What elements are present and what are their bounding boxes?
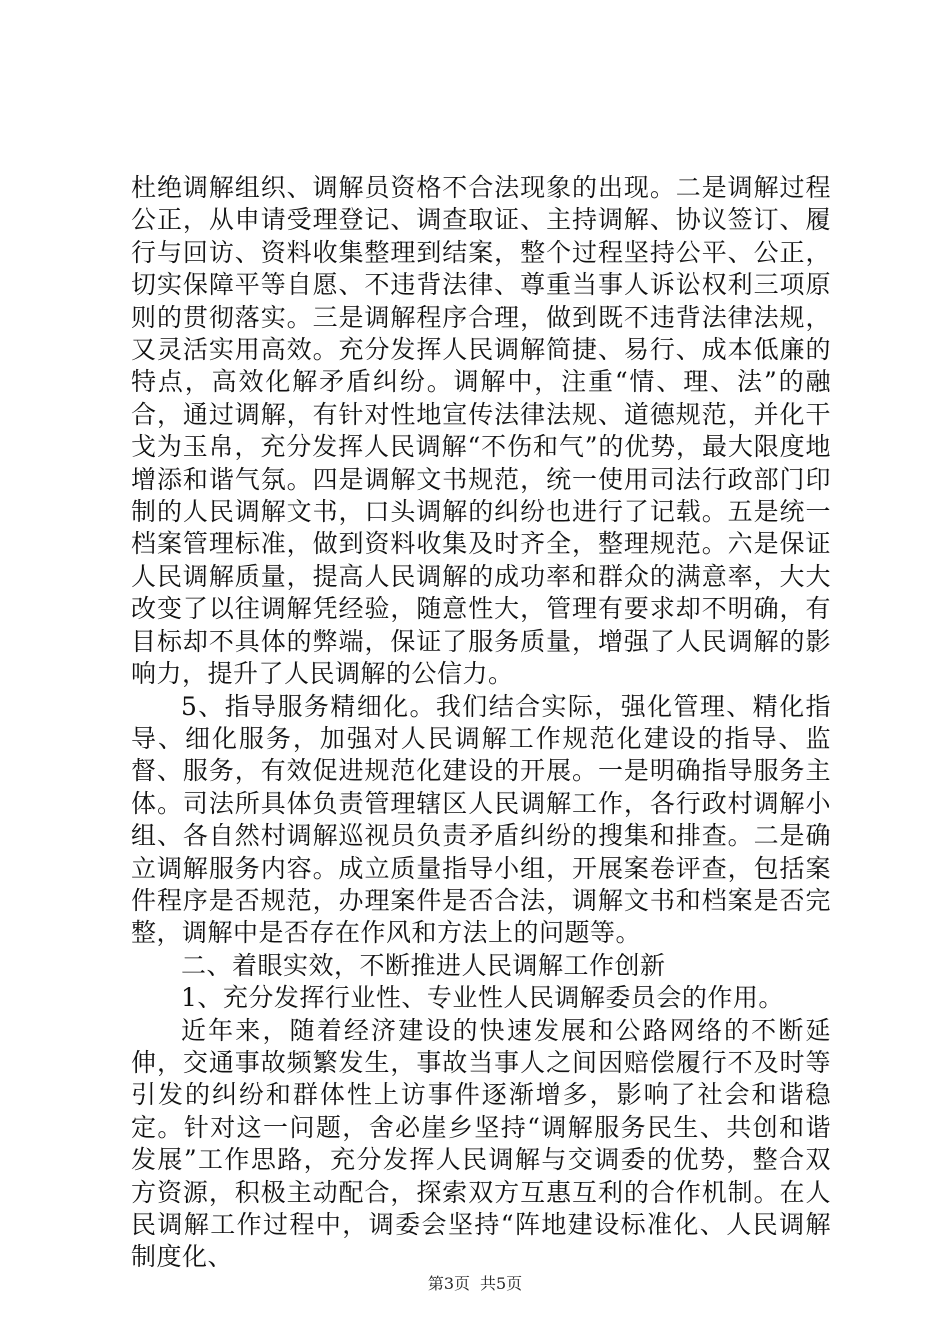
subsection-heading: 1、充分发挥行业性、专业性人民调解委员会的作用。 (181, 983, 784, 1013)
document-body (131, 172, 831, 1274)
page-total: 共5页 (480, 1274, 523, 1293)
page-footer (0, 1271, 950, 1294)
page-number: 第3页 (427, 1274, 470, 1293)
section-heading: 二、着眼实效，不断推进人民调解工作创新 (181, 950, 666, 980)
paragraph-continuation: 杜绝调解组织、调解员资格不合法现象的出现。二是调解过程公正，从申请受理登记、调查取证、主持调解、协议签订、履行与回访、资料收集整理到结案，整个过程坚持公平、公正，切实保障平等自愿、不违背法律、尊重当事人诉讼权利三项原则的贯彻落实。三是调解程序合理，做到既不违背法律法规，又灵活实用高效。充分发挥人民调解简捷、易行、成本低廉的特点，高效化解矛盾纠纷。调解中，注重“情、理、法”的融合，通过调解，有针对性地宣传法律法规、道德规范，并化干戈为玉帛，充分发挥人民调解“不伤和气”的优势，最大限度地增添和谐气氛。四是调解文书规范，统一使用司法行政部门印制的人民调解文书，口头调解的纠纷也进行了记载。五是统一档案管理标准，做到资料收集及时齐全，整理规范。六是保证人民调解质量，提高人民调解的成功率和群众的满意率，大大改变了以往调解凭经验，随意性大，管理有要求却不明确，有目标却不具体的弊端，保证了服务质量，增强了人民调解的影响力，提升了人民调解的公信力。 (131, 173, 831, 689)
paragraph-guidance-service: 5、指导服务精细化。我们结合实际，强化管理、精化指导、细化服务，加强对人民调解工作规范化建设的指导、监督、服务，有效促进规范化建设的开展。一是明确指导服务主体。司法所具体负责管理辖区人民调解工作，各行政村调解小组、各自然村调解巡视员负责矛盾纠纷的搜集和排查。二是确立调解服务内容。成立质量指导小组，开展案卷评查，包括案件程序是否规范，办理案件是否合法，调解文书和档案是否完整，调解中是否存在作风和方法上的问题等。 (131, 691, 831, 948)
paragraph-traffic-mediation: 近年来，随着经济建设的快速发展和公路网络的不断延伸，交通事故频繁发生，事故当事人之间因赔偿履行不及时等引发的纠纷和群体性上访事件逐渐增多，影响了社会和谐稳定。针对这一问题，舍必崖乡坚持“调解服务民生、共创和谐发展”工作思路，充分发挥人民调解与交调委的优势，整合双方资源，积极主动配合，探索双方互惠互利的合作机制。在人民调解工作过程中，调委会坚持“阵地建设标准化、人民调解制度化、 (131, 1015, 831, 1272)
